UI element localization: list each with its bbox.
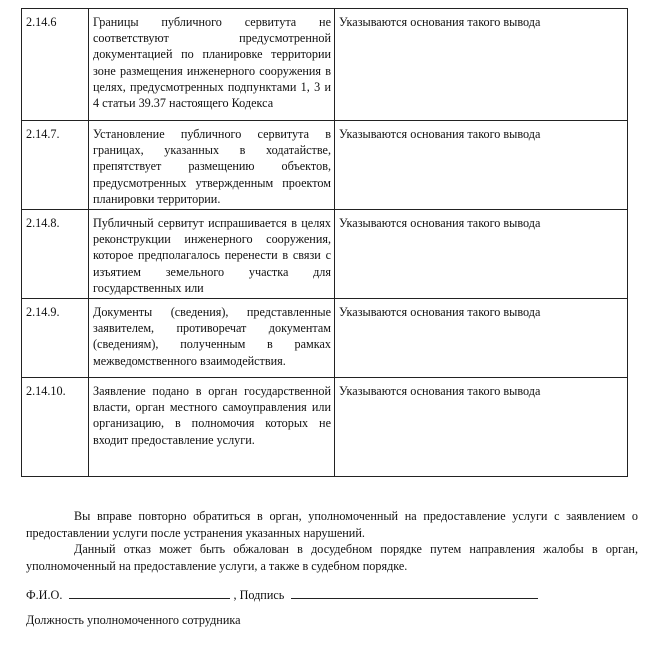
explanation-note: Указываются основания такого вывода [335, 121, 628, 210]
table-row [22, 121, 628, 210]
refusal-ground [89, 378, 335, 477]
reapply-paragraph: Вы вправе повторно обратиться в орган, уполномоченный на предоставление услуги с заявлением о предоставлении услуги после устранения указанных нарушений. [26, 509, 638, 540]
refusal-ground [89, 9, 335, 121]
table-row [22, 378, 628, 477]
refusal-ground-text: Заявление подано в орган государственной власти, орган местного самоуправления или организацию, в полномочия которых не входит предоставление услуги. [93, 384, 331, 447]
table-row [22, 210, 628, 299]
refusal-ground [89, 121, 335, 210]
table-row [22, 299, 628, 378]
clause-number: 2.14.8. [22, 210, 89, 299]
refusal-ground-text: Установление публичного сервитута в границах, указанных в ходатайстве, препятствует размещению объектов, предусмотренных утвержденным проектом планировки территории. [93, 127, 331, 206]
signature-blank-field[interactable] [291, 586, 538, 599]
clause-number: 2.14.6 [22, 9, 89, 121]
refusal-ground [89, 210, 335, 299]
table-row [22, 9, 628, 121]
fio-blank-field[interactable] [69, 586, 230, 599]
refusal-ground-text: Границы публичного сервитута не соответствуют предусмотренной документацией по планировке территории зоне размещения инженерного сооружения в целях, предусмотренных подпунктами 1, 3 и 4 статьи 39.37 настоящего Кодекса [93, 15, 331, 111]
refusal-grounds-table [21, 8, 628, 477]
fio-label: Ф.И.О. [26, 588, 63, 602]
explanation-note: Указываются основания такого вывода [335, 299, 628, 378]
explanation-note: Указываются основания такого вывода [335, 9, 628, 121]
official-position-label: Должность уполномоченного сотрудника [26, 613, 241, 627]
clause-number: 2.14.7. [22, 121, 89, 210]
clause-number: 2.14.9. [22, 299, 89, 378]
signature-label: , Подпись [233, 588, 285, 602]
refusal-ground [89, 299, 335, 378]
explanation-note: Указываются основания такого вывода [335, 378, 628, 477]
explanation-note: Указываются основания такого вывода [335, 210, 628, 299]
appeal-paragraph: Данный отказ может быть обжалован в досудебном порядке путем направления жалобы в орган, уполномоченный на предоставление услуги, а также в судебном порядке. [26, 542, 638, 573]
signature-line [26, 586, 538, 603]
refusal-ground-text: Документы (сведения), представленные заявителем, противоречат документам (сведениям), полученным в рамках межведомственного взаимодействия. [93, 305, 331, 368]
clause-number: 2.14.10. [22, 378, 89, 477]
refusal-ground-text: Публичный сервитут испрашивается в целях реконструкции инженерного сооружения, которое предполагалось перенести в связи с изъятием земельного участка для государственных или [93, 216, 331, 295]
